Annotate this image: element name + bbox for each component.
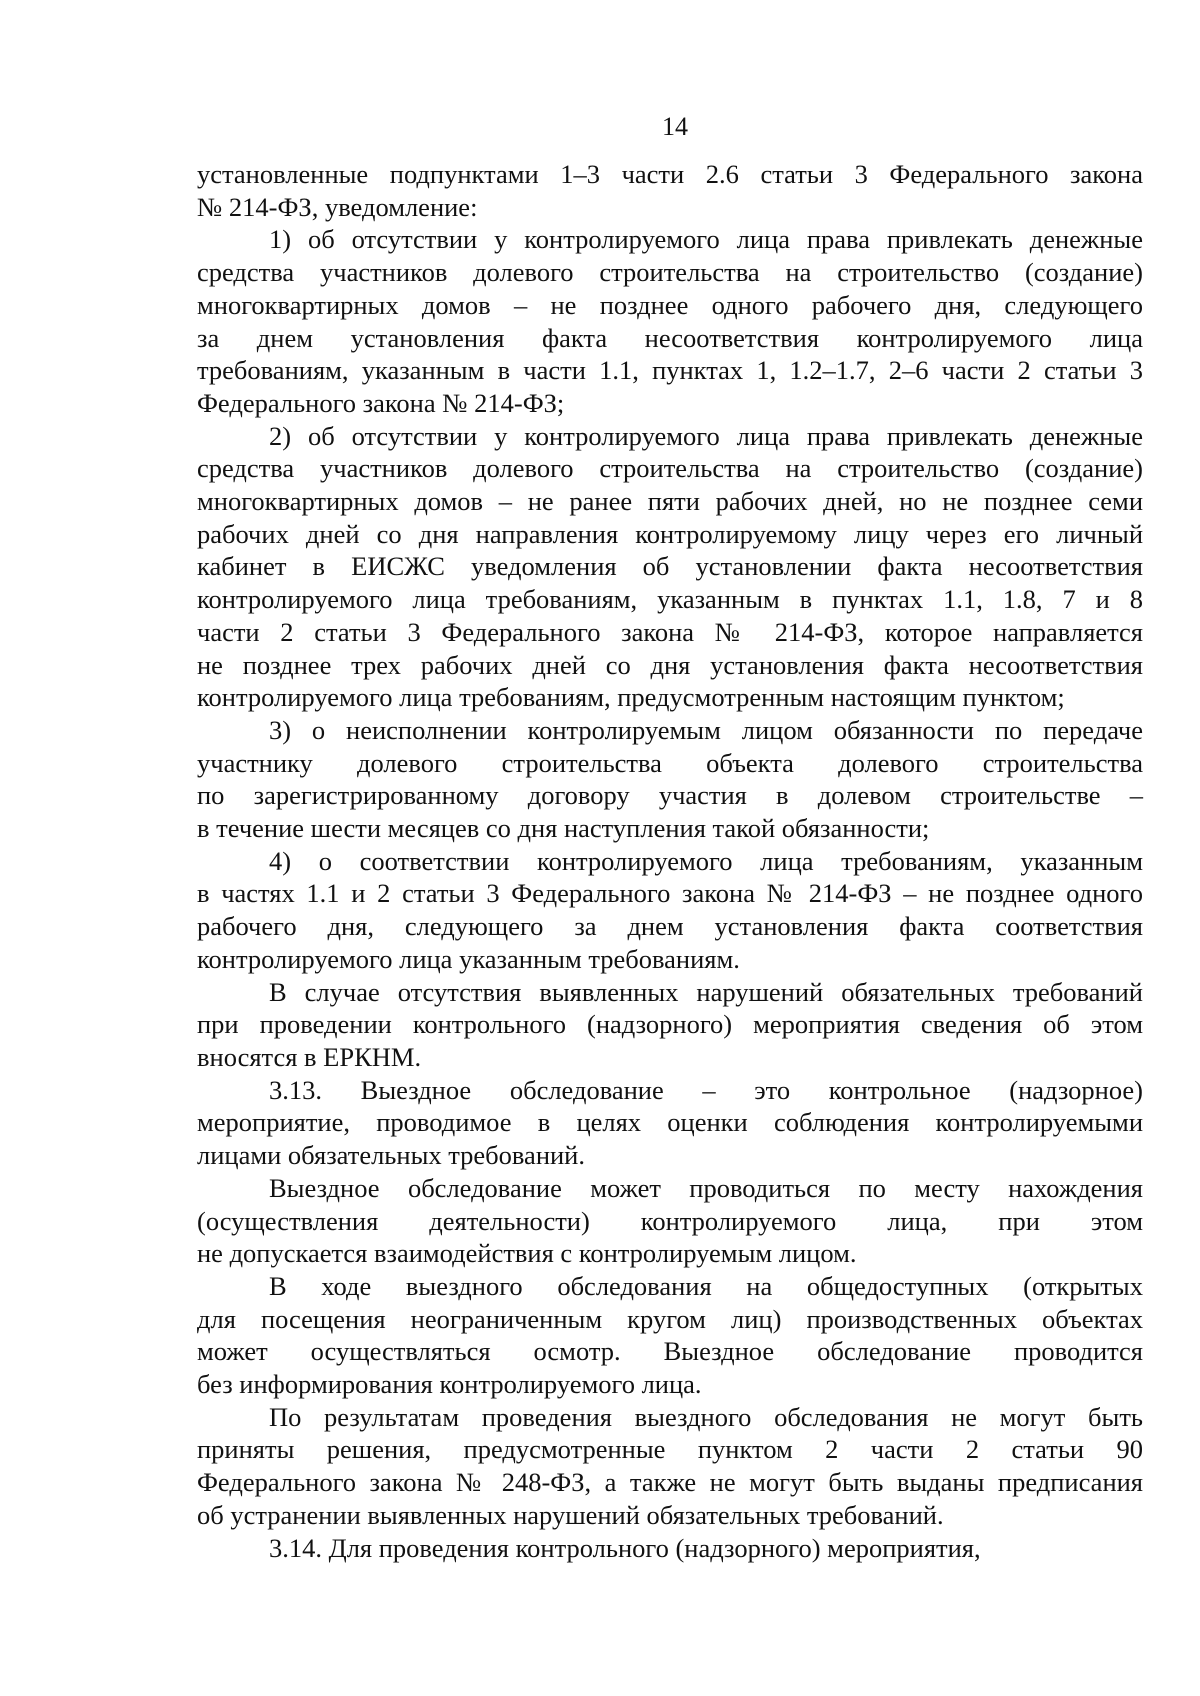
text-line: 4) о соответствии контролируемого лица требованиям, указанным [269,845,1143,876]
text-line: 2) об отсутствии у контролируемого лица права привлекать денежные [269,420,1143,451]
text-line: приняты решения, предусмотренные пунктом 2 части 2 статьи 90 [197,1434,1143,1465]
text-line: рабочего дня, следующего за днем установления факта соответствия [197,911,1143,942]
text-line: в течение шести месяцев со дня наступления такой обязанности; [197,813,930,844]
paragraph-p8 [197,1270,1143,1401]
paragraph-p5 [197,976,1143,1074]
text-line: многоквартирных домов – не позднее одного рабочего дня, следующего [197,289,1143,320]
text-line: рабочих дней со дня направления контролируемому лицу через его личный [197,518,1143,549]
text-line: средства участников долевого строительства на строительство (создание) [197,257,1143,288]
text-line: не допускается взаимодействия с контролируемым лицом. [197,1238,857,1269]
text-line: Федерального закона № 248-ФЗ, а также не могут быть выданы предписания [197,1467,1143,1498]
text-line: при проведении контрольного (надзорного) мероприятия сведения об этом [197,1009,1143,1040]
text-line: контролируемого лица указанным требованиям. [197,943,740,974]
text-line: об устранении выявленных нарушений обязательных требований. [197,1499,944,1530]
paragraph-p4 [197,845,1143,976]
text-line: По результатам проведения выездного обследования не могут быть [269,1401,1143,1432]
text-line: участнику долевого строительства объекта долевого строительства [197,747,1143,778]
paragraph-p2 [197,420,1143,714]
text-line: 3) о неисполнении контролируемым лицом обязанности по передаче [269,714,1143,745]
text-line: для посещения неограниченным кругом лиц) производственных объектах [197,1303,1143,1334]
text-line: № 214-ФЗ, уведомление: [197,191,478,222]
text-line: 3.13. Выездное обследование – это контрольное (надзорное) [269,1074,1143,1105]
text-line: без информирования контролируемого лица. [197,1369,702,1400]
text-line: требованиям, указанным в части 1.1, пунктах 1, 1.2–1.7, 2–6 части 2 статьи 3 [197,355,1143,386]
text-line: контролируемого лица требованиям, указанным в пунктах 1.1, 1.8, 7 и 8 [197,584,1143,615]
text-line: (осуществления деятельности) контролируемого лица, при этом [197,1205,1143,1236]
text-line: кабинет в ЕИСЖС уведомления об установлении факта несоответствия [197,551,1143,582]
text-line: многоквартирных домов – не ранее пяти рабочих дней, но не позднее семи [197,486,1143,517]
text-line: вносятся в ЕРКНМ. [197,1041,422,1072]
paragraph-p0 [197,158,1143,223]
text-line: по зарегистрированному договору участия в долевом строительстве – [197,780,1143,811]
text-line: контролируемого лица требованиям, предусмотренным настоящим пунктом; [197,682,1065,713]
paragraph-p1 [197,223,1143,419]
text-line: мероприятие, проводимое в целях оценки соблюдения контролируемыми [197,1107,1143,1138]
paragraph-p10 [197,1532,1143,1565]
paragraph-p9 [197,1401,1143,1532]
paragraph-p6 [197,1074,1143,1172]
text-line: Выездное обследование может проводиться по месту нахождения [269,1172,1143,1203]
text-line: может осуществляться осмотр. Выездное обследование проводится [197,1336,1143,1367]
page-number: 14 [662,112,688,141]
text-line: Федерального закона № 214-ФЗ; [197,387,565,418]
paragraph-p3 [197,714,1143,845]
text-line: не позднее трех рабочих дней со дня установления факта несоответствия [197,649,1143,680]
text-line: В случае отсутствия выявленных нарушений обязательных требований [269,976,1143,1007]
text-line: В ходе выездного обследования на общедоступных (открытых [269,1270,1143,1301]
text-line: 3.14. Для проведения контрольного (надзорного) мероприятия, [269,1532,981,1563]
text-line: в частях 1.1 и 2 статьи 3 Федерального закона № 214-ФЗ – не позднее одного [197,878,1143,909]
paragraph-p7 [197,1172,1143,1270]
text-line: за днем установления факта несоответствия контролируемого лица [197,322,1143,353]
text-line: части 2 статьи 3 Федерального закона № 214-ФЗ, которое направляется [197,616,1143,647]
text-line: установленные подпунктами 1–3 части 2.6 статьи 3 Федерального закона [197,159,1143,189]
text-line: 1) об отсутствии у контролируемого лица права привлекать денежные [269,224,1143,255]
text-line: лицами обязательных требований. [197,1140,585,1171]
text-line: средства участников долевого строительства на строительство (создание) [197,453,1143,484]
document-body [197,158,1143,1564]
